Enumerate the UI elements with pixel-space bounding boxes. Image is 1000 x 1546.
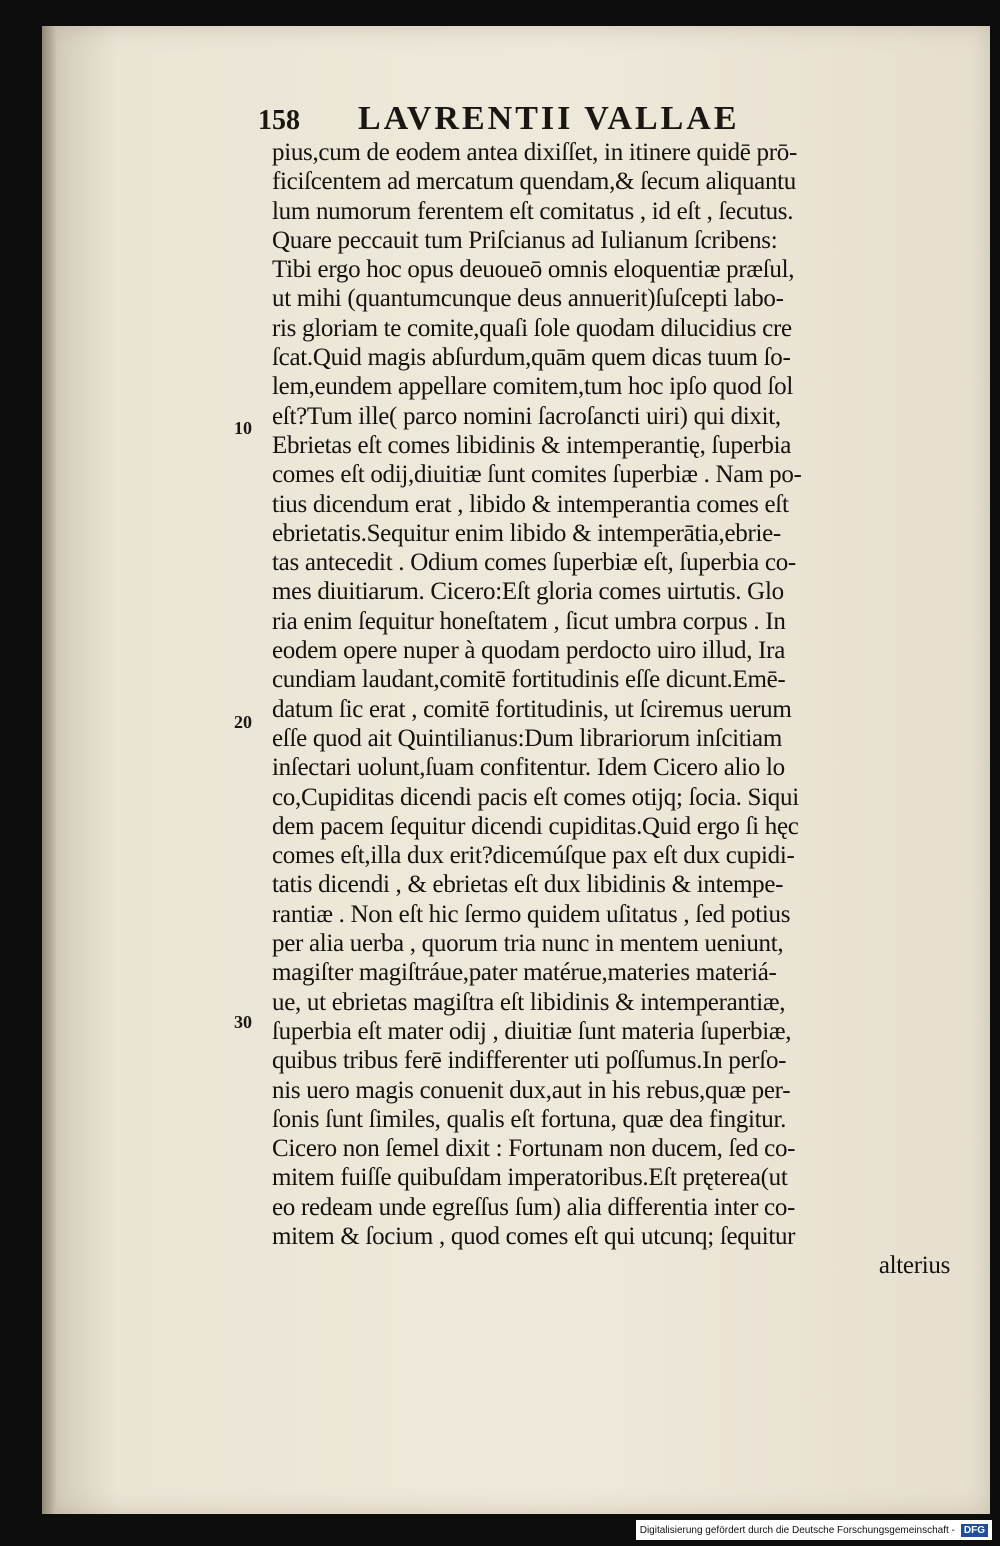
- dfg-logo-icon: DFG: [961, 1524, 988, 1537]
- text-line: nis uero magis conuenit dux,aut in his rebus,quæ per-: [272, 1076, 791, 1104]
- text-line: Quare peccauit tum Priſcianus ad Iulianum ſcribens:: [272, 226, 778, 254]
- text-line: ſcat.Quid magis abſurdum,quām quem dicas tuum ſo-: [272, 344, 791, 372]
- text-line: ria enim ſequitur honeſtatem , ſicut umbra corpus . In: [272, 607, 786, 635]
- page-gutter: [42, 26, 56, 1514]
- text-line: lum numorum ferentem eſt comitatus , id eſt , ſecutus.: [272, 197, 794, 225]
- text-line: ris gloriam te comite,quaſi ſole quodam dilucidius cre: [272, 314, 792, 342]
- text-line: Cicero non ſemel dixit : Fortunam non ducem, ſed co-: [272, 1135, 796, 1163]
- text-line: lem,eundem appellare comitem,tum hoc ipſo quod ſol: [272, 373, 793, 401]
- text-line: ut mihi (quantumcunque deus annuerit)ſuſcepti labo-: [272, 285, 784, 313]
- text-line: pius,cum de eodem antea dixiſſet, in itinere quidē prō-: [272, 139, 798, 166]
- text-line: inſectari uolunt,ſuam confitentur. Idem Cicero alio lo: [272, 754, 785, 782]
- text-line: per alia uerba , quorum tria nunc in mentem ueniunt,: [272, 930, 784, 958]
- text-line: mitem & ſocium , quod comes eſt qui utcunq; ſequitur: [272, 1222, 796, 1250]
- text-line: ſonis ſunt ſimiles, qualis eſt fortuna, quæ dea fingitur.: [272, 1105, 787, 1133]
- text-line: comes eſt,illa dux erit?dicemúſque pax eſt dux cupidi-: [272, 842, 795, 870]
- text-line: cundiam laudant,comitē fortitudinis eſſe dicunt.Emē-: [272, 666, 786, 694]
- text-line: mitem fuiſſe quibuſdam imperatoribus.Eſt pręterea(ut: [272, 1164, 788, 1192]
- text-line: quibus tribus ferē indifferenter uti poſſumus.In perſo-: [272, 1047, 787, 1075]
- text-line: eodem opere nuper à quodam perdocto uiro illud, Ira: [272, 637, 785, 665]
- text-line: co,Cupiditas dicendi pacis eſt comes otijq; ſocia. Siqui: [272, 783, 799, 811]
- text-line: Tibi ergo hoc opus deuoueō omnis eloquentiæ præſul,: [272, 256, 795, 284]
- margin-line-number-30: 30: [234, 1012, 252, 1032]
- text-line: mes diuitiarum. Cicero:Eſt gloria comes uirtutis. Glo: [272, 578, 784, 606]
- digitization-footer: [636, 1520, 992, 1540]
- text-line: tas antecedit . Odium comes ſuperbiæ eſt, ſuperbia co-: [272, 549, 796, 577]
- text-line: rantiæ . Non eſt hic ſermo quidem uſitatus , ſed potius: [272, 900, 791, 928]
- catchword: alterius: [878, 1252, 950, 1280]
- text-line: tatis dicendi , & ebrietas eſt dux libidinis & intempe-: [272, 871, 784, 899]
- text-line: ſuperbia eſt mater odij , diuitiæ ſunt materia ſuperbiæ,: [272, 1017, 792, 1045]
- text-line: eſſe quod ait Quintilianus:Dum librariorum inſcitiam: [272, 724, 782, 752]
- text-line: eo redeam unde egreſſus ſum) alia differentia inter co-: [272, 1193, 796, 1221]
- page-number: 158: [258, 105, 300, 136]
- text-line: magiſter magiſtráue,pater matérue,materies materiá-: [272, 959, 777, 987]
- text-line: dem pacem ſequitur dicendi cupiditas.Quid ergo ſi hęc: [272, 812, 799, 840]
- text-line: ue, ut ebrietas magiſtra eſt libidinis & intemperantiæ,: [272, 988, 786, 1016]
- text-line: Ebrietas eſt comes libidinis & intemperantię, ſuperbia: [272, 431, 792, 459]
- text-line: datum ſic erat , comitē fortitudinis, ut ſciremus uerum: [272, 695, 792, 723]
- text-line: ebrietatis.Sequitur enim libido & intemperātia,ebrie-: [272, 519, 781, 547]
- running-head: [258, 100, 838, 140]
- text-block: [272, 138, 958, 1281]
- text-line: comes eſt odij,diuitiæ ſunt comites ſuperbiæ . Nam po-: [272, 461, 802, 489]
- text-line: eſt?Tum ille( parco nomini ſacroſancti uiri) qui dixit,: [272, 402, 781, 430]
- running-title: LAVRENTII VALLAE: [358, 100, 740, 137]
- text-line: tius dicendum erat , libido & intemperantia comes eſt: [272, 490, 789, 518]
- margin-line-number-20: 20: [234, 712, 252, 732]
- funding-notice: Digitalisierung gefördert durch die Deutsche Forschungsgemeinschaft -: [639, 1524, 955, 1536]
- margin-line-number-10: 10: [234, 418, 252, 438]
- text-line: ficiſcentem ad mercatum quendam,& ſecum aliquantu: [272, 168, 796, 196]
